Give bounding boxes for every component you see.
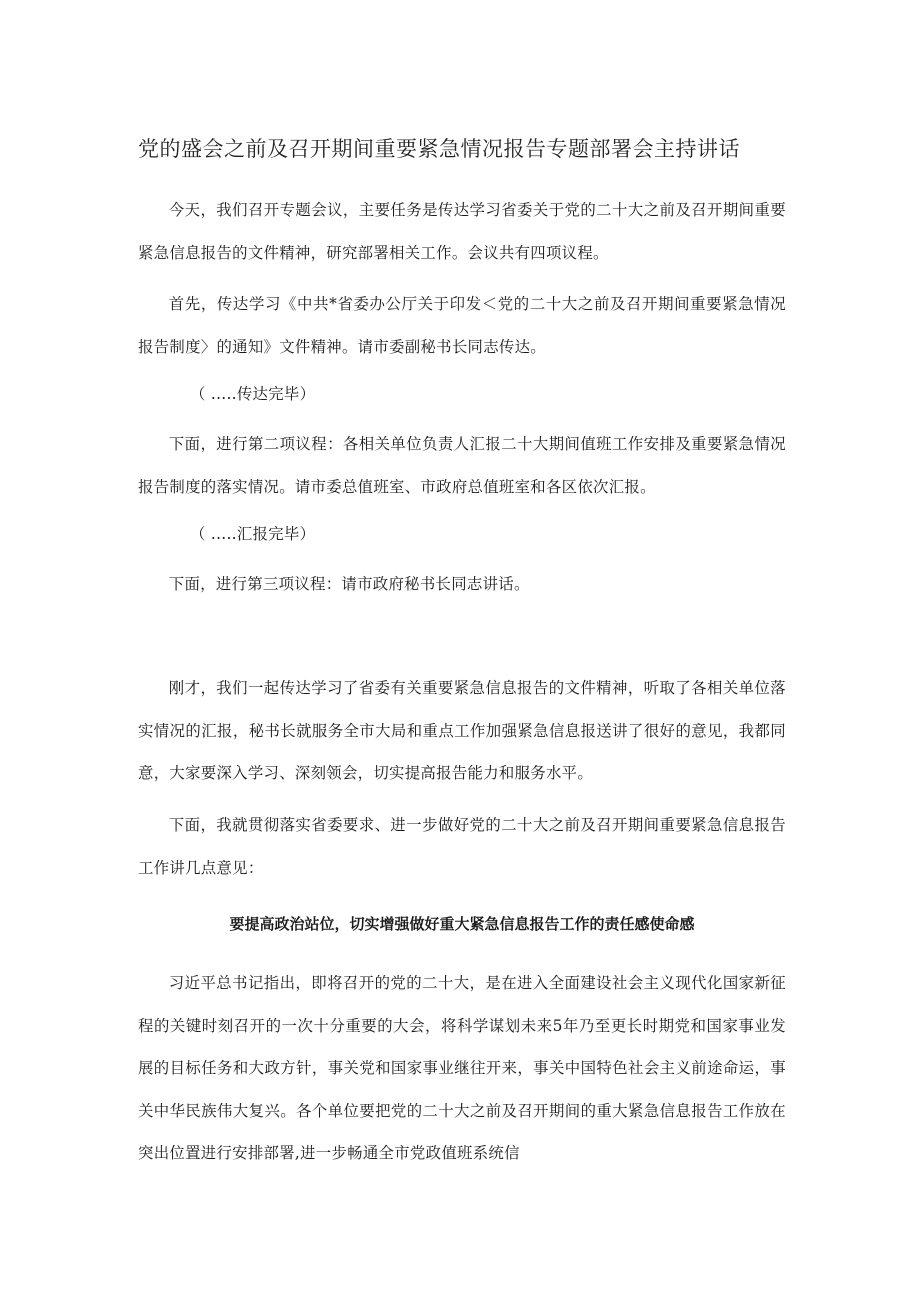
paragraph-agenda-2: 下面，进行第二项议程：各相关单位负责人汇报二十大期间值班工作安排及重要紧急情况报告制度的落实情况。请市委总值班室、市政府总值班室和各区依次汇报。 [138, 435, 786, 496]
section-heading-1: 要提高政治站位，切实增强做好重大紧急信息报告工作的责任感使命感 [229, 915, 695, 933]
note-relay-finished: （ .....传达完毕） [190, 385, 316, 403]
note-report-finished: （ .....汇报完毕） [190, 525, 316, 543]
paragraph-summary: 刚才，我们一起传达学习了省委有关重要紧急信息报告的文件精神，听取了各相关单位落实情况的汇报，秘书长就服务全市大局和重点工作加强紧急信息报送讲了很好的意见，我都同意，大家要深入学习、深刻领会，切实提高报告能力和服务水平。 [138, 679, 786, 782]
paragraph-opinions-intro: 下面，我就贯彻落实省委要求、进一步做好党的二十大之前及召开期间重要紧急信息报告工作讲几点意见： [138, 816, 786, 877]
paragraph-agenda-3: 下面，进行第三项议程：请市政府秘书长同志讲话。 [168, 575, 530, 593]
paragraph-agenda-1: 首先，传达学习《中共*省委办公厅关于印发＜党的二十大之前及召开期间重要紧急情况报告制度〉的通知》文件精神。请市委副秘书长同志传达。 [138, 295, 786, 356]
paragraph-opening: 今天，我们召开专题会议，主要任务是传达学习省委关于党的二十大之前及召开期间重要紧急信息报告的文件精神，研究部署相关工作。会议共有四项议程。 [138, 201, 786, 262]
document-title: 党的盛会之前及召开期间重要紧急情况报告专题部署会主持讲话 [138, 137, 740, 161]
paragraph-section-1-body: 习近平总书记指出，即将召开的党的二十大，是在进入全面建设社会主义现代化国家新征程的关键时刻召开的一次十分重要的大会，将科学谋划未来5年乃至更长时期党和国家事业发展的目标任务和大政方针，事关党和国家事业继往开来，事关中国特色社会主义前途命运，事关中华民族伟大复兴。各个单位要把党的二十大之前及召开期间的重大紧急信息报告工作放在突出位置进行安排部署,进一步畅通全市党政值班系统信 [138, 974, 786, 1162]
